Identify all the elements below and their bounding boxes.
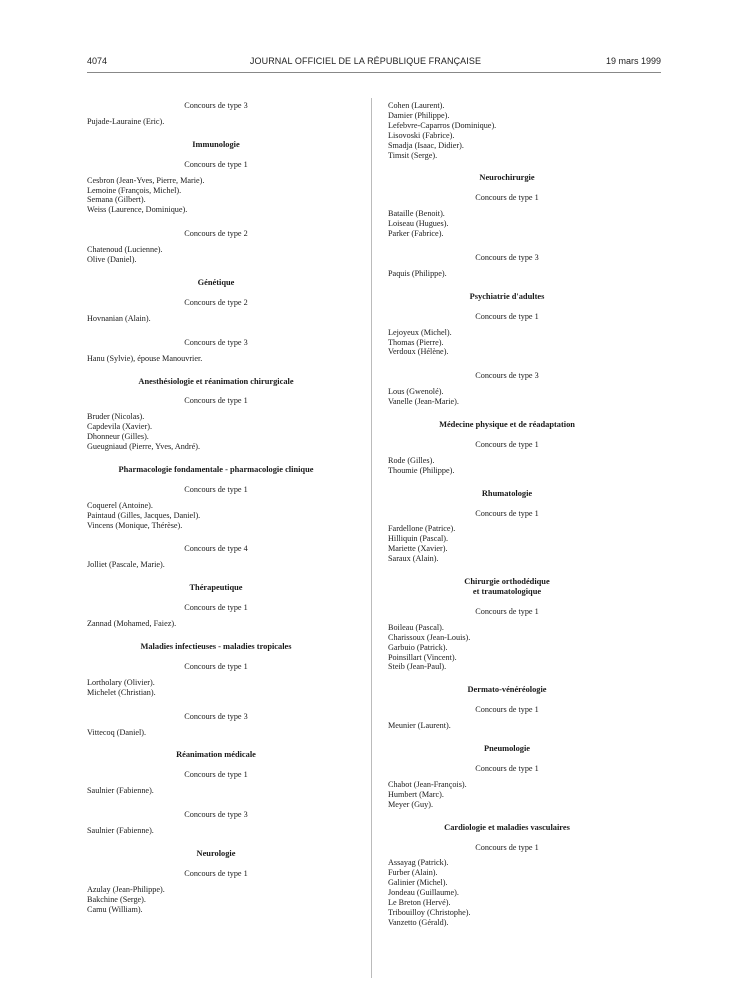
person-entry: Cesbron (Jean-Yves, Pierre, Marie). (87, 175, 205, 185)
name-list (388, 858, 626, 927)
person-entry: Hilliquin (Pascal). (388, 534, 449, 544)
concours-heading: Concours de type 2 (184, 229, 248, 239)
name-list (388, 524, 626, 564)
concours-heading: Concours de type 3 (475, 252, 539, 262)
person-entry: Jolliet (Pascale, Marie). (87, 560, 165, 570)
person-entry: Gueugniaud (Pierre, Yves, André). (87, 442, 201, 452)
name-list (87, 560, 345, 570)
name-list (87, 728, 345, 738)
person-entry: Mariette (Xavier). (388, 544, 448, 554)
person-entry: Bakchine (Serge). (87, 894, 146, 904)
name-list (87, 826, 345, 836)
column-divider (371, 98, 372, 978)
concours-heading: Concours de type 1 (475, 508, 539, 518)
person-entry: Steib (Jean-Paul). (388, 662, 447, 672)
name-list (87, 176, 345, 216)
section-heading: Neurochirurgie (479, 173, 535, 183)
person-entry: Olive (Daniel). (87, 255, 137, 265)
person-entry: Damier (Philippe). (388, 110, 450, 120)
concours-heading: Concours de type 3 (184, 711, 248, 721)
section-heading: Pharmacologie fondamentale - pharmacologie clinique (118, 464, 314, 474)
person-entry: Lejoyeux (Michel). (388, 327, 452, 337)
right-column (388, 101, 626, 928)
person-entry: Hanu (Sylvie), épouse Manouvrier. (87, 353, 203, 363)
person-entry: Michelet (Christian). (87, 687, 156, 697)
section-heading: Dermato-vénéréologie (467, 685, 547, 695)
person-entry: Humbert (Marc). (388, 789, 444, 799)
person-entry: Vincens (Monique, Thérèse). (87, 520, 183, 530)
person-entry: Loiseau (Hugues). (388, 219, 449, 229)
concours-heading: Concours de type 1 (475, 705, 539, 715)
person-entry: Chatenoud (Lucienne). (87, 245, 163, 255)
person-entry: Cohen (Laurent). (388, 101, 445, 110)
concours-heading: Concours de type 1 (475, 193, 539, 203)
person-entry: Rode (Gilles). (388, 455, 435, 465)
person-entry: Charissoux (Jean-Louis). (388, 632, 471, 642)
person-entry: Jondeau (Guillaume). (388, 888, 459, 898)
person-entry: Bruder (Nicolas). (87, 412, 145, 422)
person-entry: Vanelle (Jean-Marie). (388, 397, 459, 407)
concours-heading: Concours de type 3 (475, 371, 539, 381)
person-entry: Boileau (Pascal). (388, 622, 444, 632)
person-entry: Capdevila (Xavier). (87, 422, 153, 432)
concours-heading: Concours de type 2 (184, 297, 248, 307)
name-list (388, 456, 626, 476)
name-list (388, 387, 626, 407)
person-entry: Zannad (Mohamed, Faiez). (87, 619, 177, 629)
page-header (0, 0, 731, 80)
name-list (388, 721, 626, 731)
person-entry: Paquis (Philippe). (388, 268, 447, 278)
person-entry: Fardellone (Patrice). (388, 524, 456, 534)
section-heading: Cardiologie et maladies vasculaires (444, 822, 570, 832)
name-list (87, 501, 345, 531)
section-heading: Réanimation médicale (176, 750, 256, 760)
person-entry: Saraux (Alain). (388, 554, 439, 564)
person-entry: Meunier (Laurent). (388, 721, 451, 731)
person-entry: Pujade-Lauraine (Eric). (87, 116, 165, 126)
person-entry: Meyer (Guy). (388, 799, 434, 809)
concours-heading: Concours de type 1 (475, 311, 539, 321)
person-entry: Vittecoq (Daniel). (87, 727, 147, 737)
name-list (87, 412, 345, 452)
person-entry: Galinier (Michel). (388, 878, 448, 888)
left-column (87, 101, 345, 915)
person-entry: Thoumie (Philippe). (388, 465, 455, 475)
section-heading: Médecine physique et de réadaptation (439, 420, 575, 430)
person-entry: Poinsillart (Vincent). (388, 652, 457, 662)
name-list (87, 117, 345, 127)
journal-title: JOURNAL OFFICIEL DE LA RÉPUBLIQUE FRANÇAISE (249, 56, 482, 66)
name-list (388, 328, 626, 358)
name-list (87, 678, 345, 698)
section-heading: Pneumologie (483, 744, 531, 754)
person-entry: Furber (Alain). (388, 868, 438, 878)
person-entry: Saulnier (Fabienne). (87, 786, 154, 796)
person-entry: Azulay (Jean-Philippe). (87, 884, 165, 894)
name-list (388, 101, 626, 160)
concours-heading: Concours de type 1 (184, 603, 248, 613)
person-entry: Timsit (Serge). (388, 150, 438, 160)
section-heading: Chirurgie orthodédique (464, 577, 550, 587)
section-heading: Thérapeutique (189, 583, 243, 593)
name-list (388, 780, 626, 810)
concours-heading: Concours de type 3 (184, 810, 248, 820)
person-entry: Lemoine (François, Michel). (87, 185, 182, 195)
section-heading: Maladies infectieuses - maladies tropicales (140, 642, 292, 651)
person-entry: Lefebvre-Caparros (Dominique). (388, 120, 497, 130)
section-heading: Génétique (197, 277, 235, 287)
person-entry: Le Breton (Hervé). (388, 898, 451, 908)
name-list (87, 619, 345, 629)
person-entry: Chabot (Jean-François). (388, 779, 467, 789)
concours-heading: Concours de type 1 (475, 842, 539, 852)
concours-heading: Concours de type 3 (184, 337, 248, 347)
person-entry: Parker (Fabrice). (388, 229, 444, 239)
person-entry: Vanzetto (Gérald). (388, 917, 449, 927)
section-heading: Rhumatologie (481, 488, 533, 498)
concours-heading: Concours de type 1 (475, 439, 539, 449)
name-list (388, 623, 626, 673)
name-list (87, 245, 345, 265)
section-heading: Anesthésiologie et réanimation chirurgicale (138, 376, 294, 386)
person-entry: Coquerel (Antoine). (87, 500, 153, 510)
concours-heading: Concours de type 4 (184, 544, 248, 554)
person-entry: Dhonneur (Gilles). (87, 432, 149, 442)
concours-heading: Concours de type 1 (184, 159, 248, 169)
name-list (388, 269, 626, 279)
person-entry: Lortholary (Olivier). (87, 677, 155, 687)
issue-date: 19 mars 1999 (605, 56, 661, 66)
name-list (87, 786, 345, 796)
person-entry: Assayag (Patrick). (388, 858, 449, 868)
section-heading: Immunologie (192, 139, 240, 149)
concours-heading: Concours de type 1 (184, 396, 248, 406)
page-number: 4074 (87, 56, 108, 66)
person-entry: Bataille (Benoit). (388, 209, 445, 219)
concours-heading: Concours de type 1 (184, 661, 248, 671)
section-heading: Neurologie (196, 848, 236, 858)
person-entry: Verdoux (Hélène). (388, 347, 449, 357)
person-entry: Camu (William). (87, 904, 143, 914)
concours-heading: Concours de type 1 (475, 763, 539, 773)
concours-heading: Concours de type 1 (184, 868, 248, 878)
person-entry: Saulnier (Fabienne). (87, 826, 154, 836)
header-rule (87, 72, 661, 73)
person-entry: Weiss (Laurence, Dominique). (87, 205, 188, 215)
concours-heading: Concours de type 1 (475, 606, 539, 616)
person-entry: Semana (Gilbert). (87, 195, 146, 205)
person-entry: Hovnanian (Alain). (87, 313, 151, 323)
name-list (87, 354, 345, 364)
section-heading: Psychiatrie d'adultes (469, 291, 545, 301)
concours-heading: Concours de type 1 (184, 770, 248, 780)
name-list (388, 209, 626, 239)
person-entry: Tribouilloy (Christophe). (388, 907, 471, 917)
name-list (87, 314, 345, 324)
name-list (87, 885, 345, 915)
concours-heading: Concours de type 1 (184, 484, 248, 494)
person-entry: Lisovoski (Fabrice). (388, 130, 455, 140)
section-heading-cont: et traumatologique (472, 587, 542, 596)
person-entry: Lous (Gwenolé). (388, 387, 444, 397)
concours-heading: Concours de type 3 (184, 101, 248, 110)
person-entry: Paintaud (Gilles, Jacques, Daniel). (87, 510, 201, 520)
person-entry: Thomas (Pierre). (388, 337, 444, 347)
person-entry: Smadja (Isaac, Didier). (388, 140, 464, 150)
person-entry: Garbuio (Patrick). (388, 642, 448, 652)
